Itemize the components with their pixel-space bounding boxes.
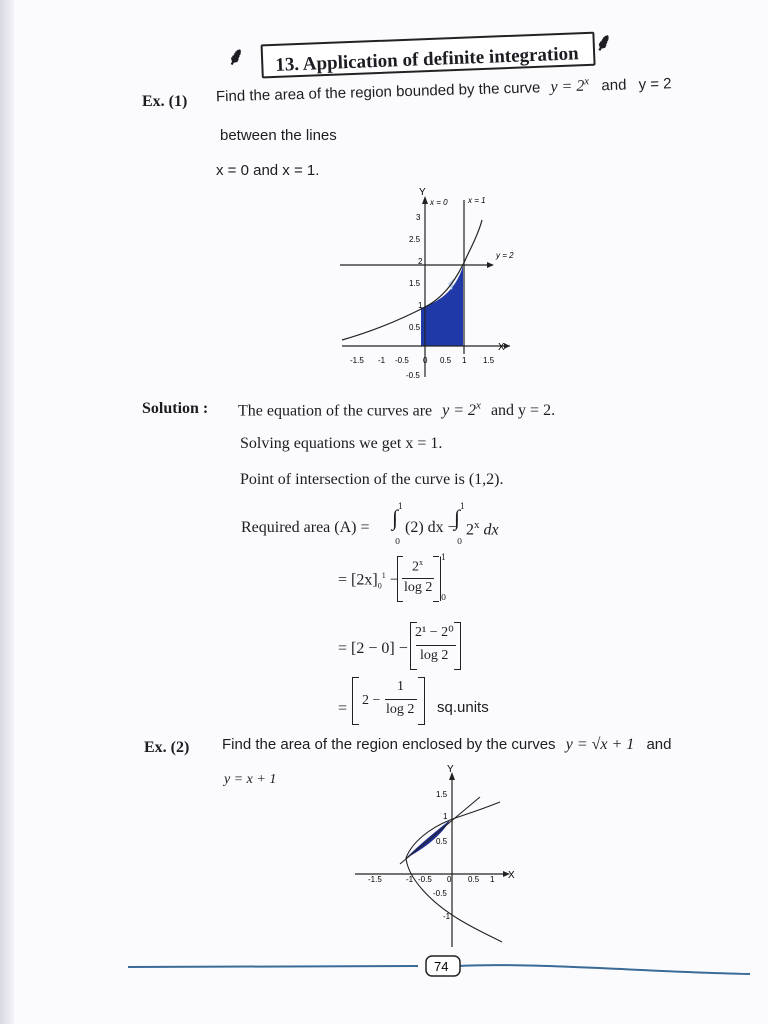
- ex2-y-axis-label: Y: [447, 764, 454, 775]
- integral2-dx: dx: [483, 521, 499, 539]
- ex2-x-axis-label: X: [508, 870, 515, 881]
- step1-lower-limit: 0: [441, 593, 447, 602]
- ex1-y2-label: y = 2: [496, 251, 514, 260]
- ex2-and: and: [646, 736, 672, 753]
- integral2-upper: 1: [460, 502, 466, 511]
- ex1-y-tick: -0.5: [406, 371, 420, 380]
- integral1-upper: 1: [398, 502, 404, 511]
- ex2-x-tick: -1: [406, 875, 414, 884]
- ex1-label: Ex. (1): [142, 93, 188, 110]
- ex2-graph: [350, 762, 530, 952]
- solution-eq: [442, 402, 481, 419]
- step1-upper-limit: 1: [441, 553, 447, 562]
- step1-left: = $[2x]_0^1$ −: [338, 571, 399, 591]
- ex2-text-line1: [222, 736, 672, 754]
- step1-num-base: 2: [412, 559, 419, 575]
- ex1-x0-label: x = 0: [430, 198, 448, 207]
- ex2-y-tick: 1: [443, 812, 448, 821]
- ex1-x-ticks: [350, 356, 495, 365]
- ex1-x-arrow-icon: [504, 343, 510, 349]
- ex1-and: and: [601, 76, 627, 95]
- step3-in: 2 −: [362, 693, 381, 708]
- integral2-body: [466, 519, 499, 539]
- integral2-exp: x: [474, 519, 480, 531]
- ex1-y-tick: 2: [418, 257, 423, 266]
- step3-den: log 2: [386, 702, 415, 717]
- step3-fraction-bar: [385, 699, 417, 700]
- step3-eq: =: [338, 700, 348, 717]
- ex2-line: [400, 797, 480, 864]
- chapter-title-banner: [226, 23, 614, 82]
- ex1-y-axis-label: Y: [419, 187, 426, 198]
- ex2-y-tick: 0.5: [436, 837, 448, 846]
- ex2-label: Ex. (2): [144, 739, 190, 756]
- ex1-y-tick: 2.5: [409, 235, 421, 244]
- step2-left: = [2 − 0] −: [338, 640, 408, 657]
- step1-num-exp: x: [419, 558, 423, 567]
- step1-sub: 0: [377, 581, 382, 591]
- ex1-y-tick: 0.5: [409, 323, 421, 332]
- step1-sup: 1: [381, 571, 386, 580]
- ex1-text-line3: x = 0 and x = 1.: [216, 162, 320, 179]
- solution-line1-end: and y = 2.: [490, 402, 556, 420]
- ex2-y-tick: -1: [443, 912, 451, 921]
- ex2-x-tick: 0: [447, 875, 452, 884]
- integral-sign-2-icon: ∫: [454, 505, 461, 530]
- ex2-y-ticks: [433, 790, 451, 921]
- ornament-right-icon: ⸙: [594, 27, 614, 57]
- ex1-x-tick: -0.5: [395, 356, 409, 365]
- ex1-x-axis-label: X: [498, 342, 505, 353]
- ex1-curve-base: y = 2: [550, 78, 585, 96]
- step2-den: log 2: [420, 648, 449, 663]
- step1-bracket-left-cap: [397, 556, 403, 602]
- ex2-y-tick: 1.5: [436, 790, 448, 799]
- ex1-line-eq: y = 2: [638, 75, 672, 94]
- ex1-x-tick: 1.5: [483, 356, 495, 365]
- ex2-curve2-eq: y = x + 1: [224, 772, 277, 787]
- ex1-x-tick: 0: [423, 356, 428, 365]
- ex1-y-tick: 1.5: [409, 279, 421, 288]
- ex1-x-tick: 1: [462, 356, 467, 365]
- integral1-body: (2) dx −: [405, 519, 457, 536]
- solution-line2: Solving equations we get x = 1.: [240, 435, 443, 452]
- integral2-lower: 0: [457, 537, 463, 546]
- integral-sign-1-icon: ∫: [392, 505, 399, 530]
- chapter-title: 13. Application of definite integration: [274, 43, 580, 76]
- step3-num: 1: [397, 679, 404, 694]
- solution-eq-exp: x: [476, 400, 481, 412]
- ex2-x-tick: -1.5: [368, 875, 382, 884]
- integral1-text: (2) dx: [405, 519, 444, 536]
- page-edge: [0, 0, 14, 1024]
- ex1-y-tick: 1: [418, 301, 423, 310]
- ex1-question-text: Find the area of the region bounded by the curve: [215, 79, 541, 106]
- ex1-graph: [330, 182, 530, 382]
- step2-bracket-right: [454, 622, 461, 670]
- solution-line1: [238, 400, 555, 420]
- solution-line3: Point of intersection of the curve is (1,2).: [240, 471, 504, 488]
- step1-bracket-right-cap: [433, 556, 439, 602]
- integral1-lower: 0: [395, 537, 401, 546]
- step1-num: [412, 558, 423, 576]
- ex1-text-line2: between the lines: [220, 127, 337, 144]
- ex1-y-ticks: [406, 213, 423, 380]
- ex2-y-tick: -0.5: [433, 889, 447, 898]
- ex2-question-text: Find the area of the region enclosed by the curves: [222, 736, 556, 753]
- step2-num: 2¹ − 2⁰: [415, 625, 454, 640]
- step3-unit: sq.units: [437, 699, 489, 716]
- ex1-curve-exp: x: [584, 75, 590, 88]
- solution-label: Solution :: [142, 400, 209, 417]
- solution-line1-text: The equation of the curves are: [238, 402, 433, 420]
- ex2-x-tick: -0.5: [418, 875, 432, 884]
- ex2-x-ticks: [368, 875, 495, 884]
- ex1-x1-label: x = 1: [468, 196, 486, 205]
- ex1-x-tick: -1.5: [350, 356, 364, 365]
- footer-line-left: [128, 966, 418, 967]
- step1-fraction-bar: [402, 578, 434, 579]
- solution-eq-base: y = 2: [442, 402, 477, 420]
- step1-term: = [2x]: [338, 571, 378, 589]
- step3-bracket-right: [418, 677, 425, 725]
- ex2-x-tick: 1: [490, 875, 495, 884]
- ex2-curve1-eq: y = √x + 1: [565, 736, 635, 753]
- ex1-y-tick: 3: [416, 213, 421, 222]
- page-footer-rule: [128, 952, 753, 982]
- step2-fraction-bar: [416, 645, 456, 646]
- step1-den: log 2: [404, 580, 433, 595]
- ex1-curve-eq: [550, 75, 590, 96]
- ornament-left-icon: ⸙: [226, 42, 246, 71]
- ex1-x-tick: 0.5: [440, 356, 452, 365]
- ex1-x-tick: -1: [378, 356, 386, 365]
- footer-line-right: [458, 965, 750, 974]
- ex2-x-tick: 0.5: [468, 875, 480, 884]
- solution-line4: Required area (A) =: [241, 519, 370, 536]
- integral2-base: 2: [466, 521, 474, 539]
- page-number: 74: [434, 959, 449, 974]
- ex2-sqrt-curve: [406, 802, 502, 942]
- title-frame: [261, 32, 596, 79]
- ex1-y2-arrow-icon: [487, 262, 494, 268]
- step3-bracket-left: [352, 677, 359, 725]
